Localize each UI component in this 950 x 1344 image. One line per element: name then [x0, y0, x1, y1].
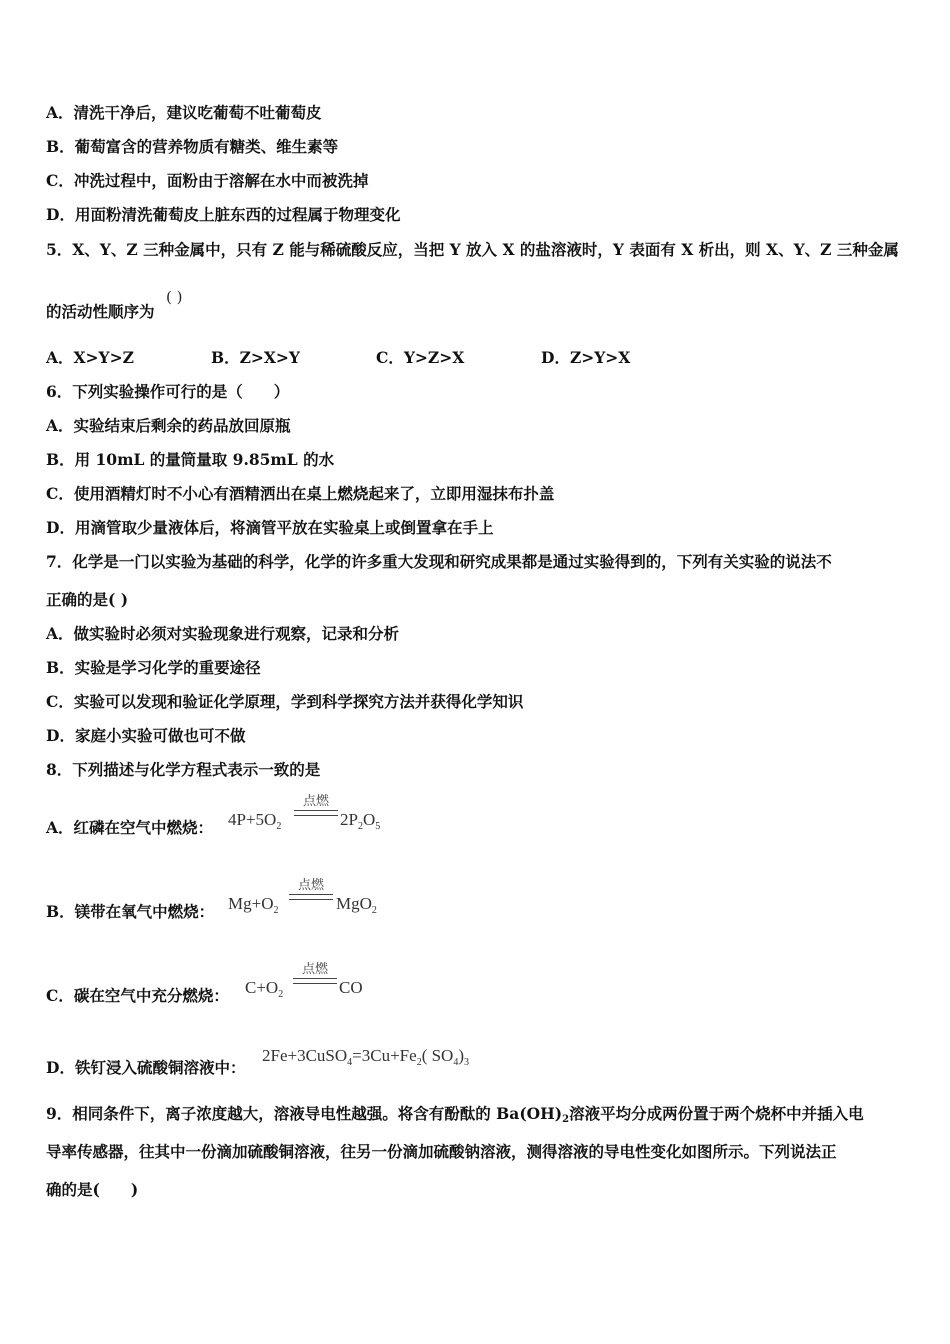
q8-stem: 8．下列描述与化学方程式表示一致的是 — [46, 760, 321, 779]
q5-answer-paren: ( ) — [166, 288, 183, 306]
q6-stem: 6．下列实验操作可行的是（ ） — [46, 382, 290, 401]
q7-stem-line2: 正确的是( ) — [46, 590, 129, 609]
q5-option-b: B．Z>X>Y — [211, 348, 300, 367]
eq-sub: 2 — [273, 905, 279, 916]
q6-option-a: A．实验结束后剩余的药品放回原瓶 — [46, 416, 291, 435]
eq-text: ( SO — [421, 1046, 454, 1065]
q8-option-a-lhs — [228, 810, 281, 837]
q4-option-c: C．冲洗过程中，面粉由于溶解在水中而被洗掉 — [46, 171, 369, 190]
eq-text: 2Fe+3CuSO — [262, 1046, 348, 1065]
q8-option-c-lhs — [245, 978, 283, 1005]
q8-option-c-condition — [293, 963, 337, 984]
q9-stem-line2: 导率传感器，往其中一份滴加硫酸铜溶液，往另一份滴加硫酸钠溶液，测得溶液的导电性变化如图所示。下列说法正 — [46, 1142, 837, 1161]
q7-stem-line1: 7．化学是一门以实验为基础的科学，化学的许多重大发现和研究成果都是通过实验得到的，下列有关实验的说法不 — [46, 552, 832, 571]
q8-option-b-lhs — [228, 894, 278, 921]
q9-text-b: 溶液平均分成两份置于两个烧杯中并插入电 — [569, 1104, 864, 1123]
eq-sub: 2 — [278, 989, 284, 1000]
q9-stem-line3: 确的是( ) — [46, 1180, 139, 1199]
q6-option-c: C．使用酒精灯时不小心有酒精洒出在桌上燃烧起来了，立即用湿抹布扑盖 — [46, 484, 555, 503]
eq-text: MgO — [336, 894, 372, 913]
q5-option-c: C．Y>Z>X — [376, 348, 465, 367]
q8-option-b-condition — [289, 879, 333, 900]
eq-sub: 2 — [416, 1057, 422, 1068]
q7-option-b: B．实验是学习化学的重要途径 — [46, 658, 261, 677]
eq-sub: 2 — [276, 821, 282, 832]
q8-option-d-equation — [262, 1046, 469, 1073]
eq-sub: 2 — [357, 821, 363, 832]
condition-text: 点燃 — [302, 794, 329, 809]
eq-text: 2P — [340, 810, 358, 829]
q6-option-d: D．用滴管取少量液体后，将滴管平放在实验桌上或倒置拿在手上 — [46, 518, 494, 537]
q8-option-b-label: B．镁带在氧气中燃烧： — [46, 902, 215, 921]
eq-sub: 4 — [453, 1057, 459, 1068]
q5-options — [46, 348, 746, 368]
eq-text: O — [362, 810, 376, 829]
condition-text: 点燃 — [301, 962, 328, 977]
eq-sub: 4 — [347, 1057, 353, 1068]
q7-option-a: A．做实验时必须对实验现象进行观察，记录和分析 — [46, 624, 400, 643]
equals-sign — [294, 810, 338, 816]
q5-option-d: D．Z>Y>X — [541, 348, 631, 367]
eq-text: Mg+O — [228, 894, 274, 913]
eq-text: ) — [458, 1046, 465, 1065]
q8-option-b-rhs — [336, 894, 377, 921]
q9-stem-line1 — [46, 1104, 864, 1130]
q8-option-c-rhs: CO — [339, 978, 363, 997]
q9-subscript: 2 — [562, 1114, 570, 1125]
q7-option-d: D．家庭小实验可做也可不做 — [46, 726, 246, 745]
q6-option-b: B．用 10mL 的量筒量取 9.85mL 的水 — [46, 450, 335, 469]
q4-option-b: B．葡萄富含的营养物质有糖类、维生素等 — [46, 137, 339, 156]
q4-option-d: D．用面粉清洗葡萄皮上脏东西的过程属于物理变化 — [46, 205, 401, 224]
q5-stem-line1: 5．X、Y、Z 三种金属中，只有 Z 能与稀硫酸反应，当把 Y 放入 X 的盐溶液时，Y 表面有 X 析出，则 X、Y、Z 三种金属 — [46, 240, 899, 259]
q8-option-d-label: D．铁钉浸入硫酸铜溶液中： — [46, 1058, 246, 1077]
q5-option-a: A．X>Y>Z — [46, 348, 134, 367]
eq-text: 4P+5O — [228, 810, 277, 829]
eq-text: C+O — [245, 978, 279, 997]
eq-sub: 5 — [375, 821, 381, 832]
eq-sub: 2 — [371, 905, 377, 916]
q4-option-a: A．清洗干净后，建议吃葡萄不吐葡萄皮 — [46, 103, 322, 122]
q8-option-a-condition — [294, 795, 338, 816]
q9-text-a: 9．相同条件下，离子浓度越大，溶液导电性越强。将含有酚酞的 Ba(OH) — [46, 1104, 563, 1123]
q5-stem-line2: 的活动性顺序为 — [46, 302, 155, 321]
q8-option-c-label: C．碳在空气中充分燃烧： — [46, 986, 229, 1005]
eq-text: =3Cu+Fe — [352, 1046, 417, 1065]
condition-text: 点燃 — [297, 878, 324, 893]
q8-option-a-rhs — [340, 810, 380, 837]
equals-sign — [293, 978, 337, 984]
eq-sub: 3 — [464, 1057, 470, 1068]
q8-option-a-label: A．红磷在空气中燃烧： — [46, 818, 214, 837]
equals-sign — [289, 894, 333, 900]
q7-option-c: C．实验可以发现和验证化学原理，学到科学探究方法并获得化学知识 — [46, 692, 524, 711]
